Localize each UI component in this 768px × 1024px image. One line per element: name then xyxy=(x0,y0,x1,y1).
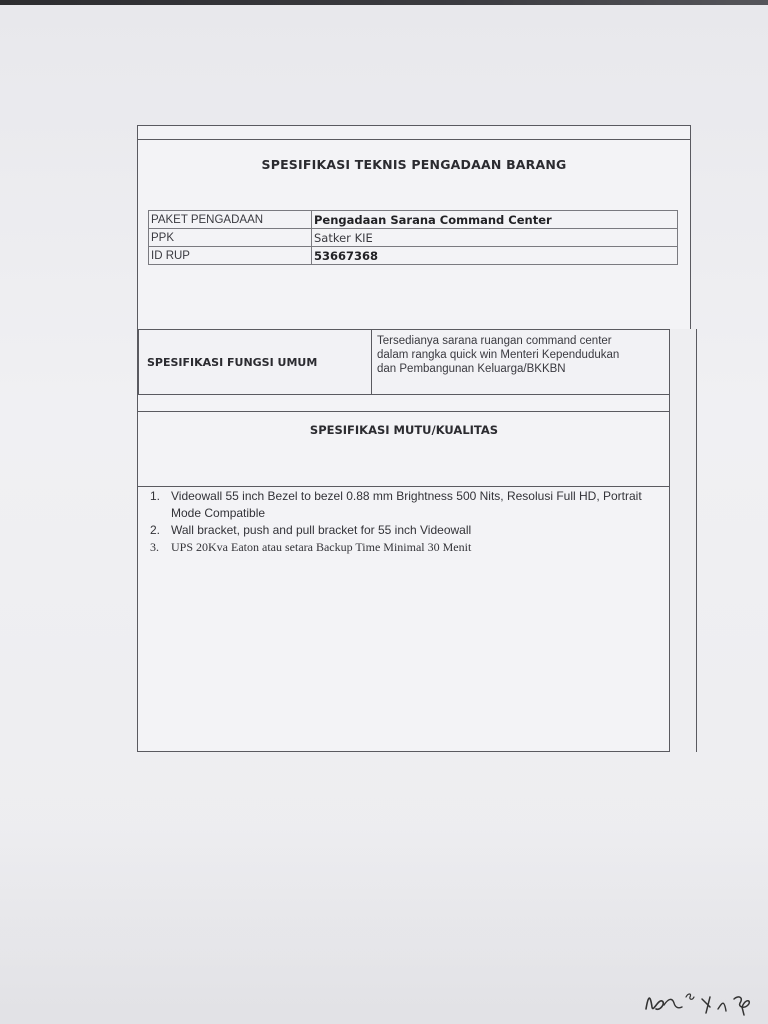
procurement-info-table xyxy=(148,210,678,265)
fungsi-umum-section xyxy=(138,329,670,395)
document-title: SPESIFIKASI TEKNIS PENGADAAN BARANG xyxy=(261,157,567,172)
list-item-text: Videowall 55 inch Bezel to bezel 0.88 mm Brightness 500 Nits, Resolusi Full HD, Portrait Mode Compatible xyxy=(171,489,642,520)
info-value: Pengadaan Sarana Command Center xyxy=(312,211,678,229)
info-row-id-rup xyxy=(149,247,678,265)
info-value: Satker KIE xyxy=(312,229,678,247)
spec-document xyxy=(137,125,691,752)
info-row-paket xyxy=(149,211,678,229)
right-margin-column xyxy=(669,329,697,752)
list-item xyxy=(150,522,660,539)
info-value: 53667368 xyxy=(312,247,678,265)
handwritten-signature xyxy=(640,985,765,1019)
list-item-text: UPS 20Kva Eaton atau setara Backup Time Minimal 30 Menit xyxy=(171,540,472,554)
fungsi-umum-label: SPESIFIKASI FUNGSI UMUM xyxy=(139,330,372,394)
info-label: PPK xyxy=(149,229,312,247)
info-label: PAKET PENGADAAN xyxy=(149,211,312,229)
list-item-number: 1. xyxy=(150,489,161,503)
list-item xyxy=(150,539,660,556)
info-row-ppk xyxy=(149,229,678,247)
list-item-text: Wall bracket, push and pull bracket for 55 inch Videowall xyxy=(171,523,472,537)
document-top-band xyxy=(138,126,690,140)
mutu-kualitas-title: SPESIFIKASI MUTU/KUALITAS xyxy=(309,423,499,437)
mutu-divider xyxy=(138,486,670,487)
info-label: ID RUP xyxy=(149,247,312,265)
list-item xyxy=(150,488,660,522)
photo-top-edge xyxy=(0,0,768,5)
list-item-number: 2. xyxy=(150,523,161,537)
mutu-spec-list xyxy=(150,488,660,556)
fungsi-umum-text: Tersedianya sarana ruangan command center dalam rangka quick win Menteri Kependudukan dan Pembangunan Keluarga/BKKBN xyxy=(377,335,620,375)
list-item-number: 3. xyxy=(150,540,159,554)
section-spacer xyxy=(138,394,670,412)
